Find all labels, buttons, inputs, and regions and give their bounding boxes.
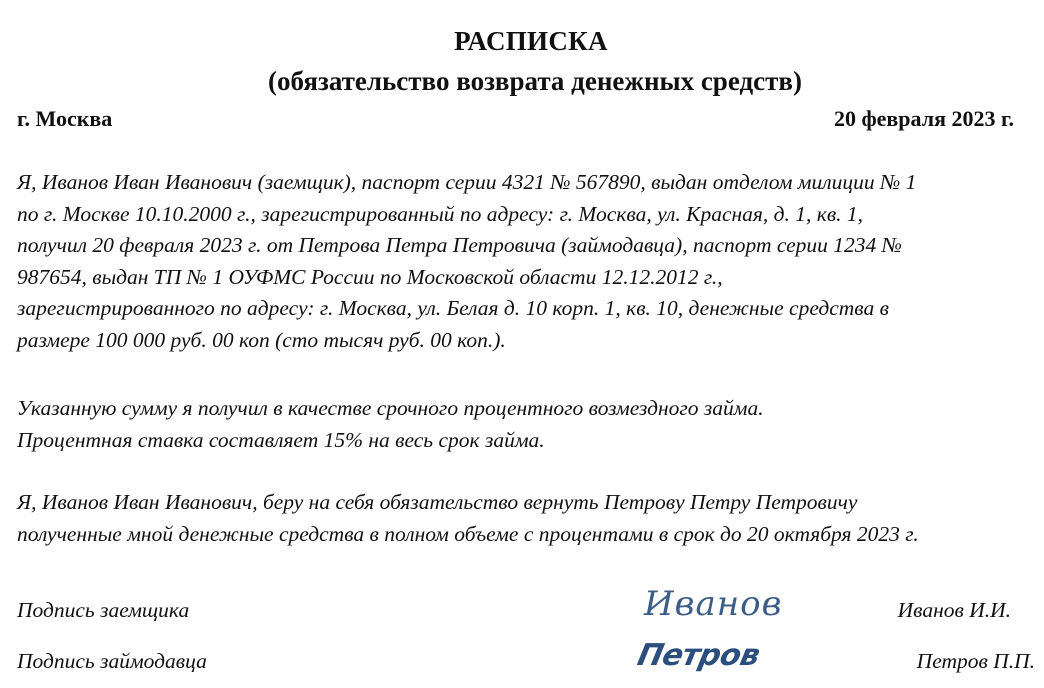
paragraph-line: зарегистрированного по адресу: г. Москва, ул. Белая д. 10 корп. 1, кв. 10, денежные средства в (17, 296, 889, 320)
paragraph-line: 987654, выдан ТП № 1 ОУФМС России по Московской области 12.12.2012 г., (17, 264, 723, 289)
paragraph-line: Я, Иванов Иван Иванович, беру на себя обязательство вернуть Петрову Петру Петровичу (17, 490, 858, 514)
paragraph-line: полученные мной денежные средства в полном объеме с процентами в срок до 20 октября 2023 г. (17, 521, 919, 546)
paragraph-line: размере 100 000 руб. 00 коп (сто тысяч руб. 00 коп.). (17, 327, 506, 352)
document-title: РАСПИСКА (454, 26, 608, 56)
document-date: 20 февраля 2023 г. (833, 106, 1014, 131)
paragraph-line: Указанную сумму я получил в качестве срочного процентного возмездного займа. (17, 396, 764, 420)
borrower-handwritten-signature: Иванов (644, 584, 783, 624)
document-subtitle: (обязательство возврата денежных средств) (268, 66, 802, 96)
borrower-signature-label: Подпись заемщика (17, 598, 190, 622)
paragraph-line: Процентная ставка составляет 15% на весь срок займа. (17, 427, 545, 452)
lender-handwritten-signature: Петров (634, 638, 763, 673)
lender-signature-label: Подпись займодавца (17, 649, 207, 673)
paragraph-line: получил 20 февраля 2023 г. от Петрова Петра Петровича (займодавца), паспорт серии 1234 № (17, 233, 902, 257)
borrower-name: Иванов И.И. (897, 598, 1011, 622)
lender-name: Петров П.П. (916, 649, 1035, 673)
document-place: г. Москва (17, 106, 113, 131)
paragraph-loan-details (17, 167, 1037, 356)
paragraph-line: Я, Иванов Иван Иванович (заемщик), паспорт серии 4321 № 567890, выдан отделом милиции № 1 (17, 170, 917, 194)
paragraph-repayment-obligation (17, 487, 1037, 550)
paragraph-line: по г. Москве 10.10.2000 г., зарегистрированный по адресу: г. Москва, ул. Красная, д. 1, кв. 1, (17, 201, 864, 226)
paragraph-loan-terms (17, 393, 1037, 456)
